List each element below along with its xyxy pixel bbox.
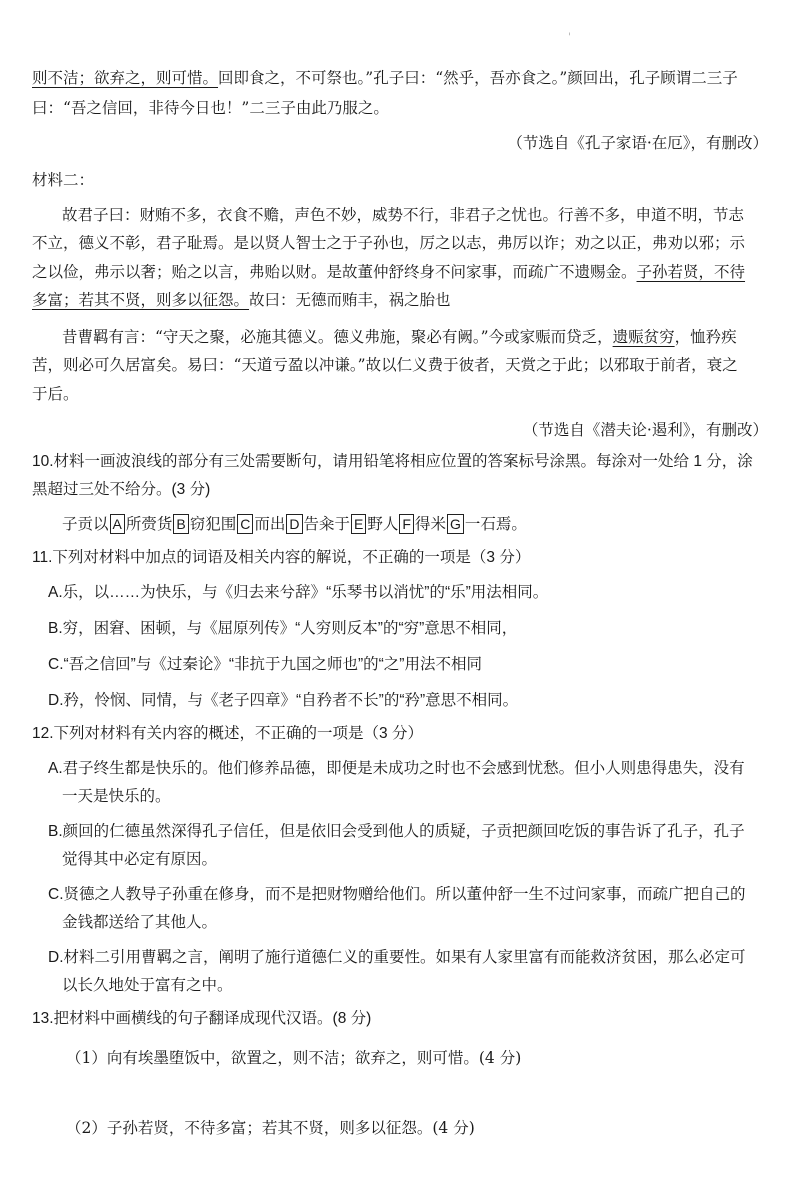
q10-box-e[interactable]: E bbox=[351, 514, 366, 534]
q12-option-b[interactable]: B.颜回的仁德虽然深得孔子信任，但是依旧会受到他人的质疑，子贡把颜回吃饭的事告诉了孔子，孔子 bbox=[48, 823, 745, 840]
q12-option-d-cont: 以长久地处于富有之中。 bbox=[62, 977, 233, 994]
q10-box-d[interactable]: D bbox=[286, 514, 302, 534]
q12-option-d[interactable]: D.材料二引用曹羁之言，阐明了施行道德仁义的重要性。如果有人家里富有而能救济贫困，那么必定可 bbox=[48, 949, 746, 966]
underlined-phrase: 遗赈贫穷 bbox=[612, 328, 675, 346]
q12-option-b-cont: 觉得其中必定有原因。 bbox=[62, 851, 218, 868]
q10-box-a[interactable]: A bbox=[110, 514, 125, 534]
material2-p2-line-1: 昔曹羁有言：“守天之聚，必施其德义。德义弗施，聚必有阙。”今或家赈而贷乏，遗赈贫穷，恤矜疾 bbox=[62, 328, 737, 346]
source-citation-1: （节选自《孔子家语·在厄》，有删改） bbox=[507, 134, 768, 152]
q13-sentence-2: （2）子孙若贤，不待多富；若其不贤，则多以征怨。(4 分) bbox=[66, 1119, 475, 1137]
passage-line-1: 则不洁；欲弃之，则可惜。回即食之，不可祭也。”孔子曰：“然乎，吾亦食之。”颜回出，孔子顾谓二三子 bbox=[32, 69, 738, 87]
q11-option-b[interactable]: B.穷，困窘、困顿，与《屈原列传》“人穷则反本”的“穷”意思不相同， bbox=[48, 620, 518, 637]
material2-p2-line-3: 于后。 bbox=[32, 385, 79, 403]
underlined-sentence-1: 则不洁；欲弃之，则可惜。 bbox=[32, 69, 219, 87]
q10-box-g[interactable]: G bbox=[447, 514, 464, 534]
q10-stem-line-1: 10.材料一画波浪线的部分有三处需要断句，请用铅笔将相应位置的答案标号涂黑。每涂对一处给 1 分，涂 bbox=[32, 453, 753, 470]
q10-sentence: 子贡以 A 所赍货 B 窃犯围 C 而出 D 告籴于 E 野人 F 得米 G 一石焉。 bbox=[62, 515, 527, 533]
q12-option-c[interactable]: C.贤德之人教导子孙重在修身，而不是把财物赠给他们。所以董仲舒一生不过问家事，而疏广把自己的 bbox=[48, 886, 746, 903]
material2-heading: 材料二： bbox=[32, 171, 95, 189]
material2-p1-line-2: 不立，德义不彰，君子耻焉。是以贤人智士之于子孙也，厉之以志，弗厉以诈；劝之以正，弗劝以邪；示 bbox=[32, 234, 746, 252]
q11-option-a[interactable]: A.乐，以……为快乐，与《归去来兮辞》“乐琴书以消忧”的“乐”用法相同。 bbox=[48, 584, 549, 601]
q10-box-f[interactable]: F bbox=[399, 514, 414, 534]
q11-option-c[interactable]: C.“吾之信回”与《过秦论》“非抗于九国之师也”的“之”用法不相同 bbox=[48, 656, 482, 673]
corner-mark: ' bbox=[568, 32, 571, 43]
q10-box-c[interactable]: C bbox=[237, 514, 253, 534]
q12-option-a-cont: 一天是快乐的。 bbox=[62, 788, 171, 805]
underlined-sentence-2b: 多富；若其不贤，则多以征怨。 bbox=[32, 291, 250, 309]
q11-stem: 11.下列对材料中加点的词语及相关内容的解说，不正确的一项是（3 分） bbox=[32, 549, 531, 566]
q11-option-d[interactable]: D.矜，怜悯、同情，与《老子四章》“自矜者不长”的“矜”意思不相同。 bbox=[48, 692, 519, 709]
q12-stem: 12.下列对材料有关内容的概述，不正确的一项是（3 分） bbox=[32, 725, 423, 742]
q12-option-a[interactable]: A.君子终生都是快乐的。他们修养品德，即便是未成功之时也不会感到忧愁。但小人则患得患失，没有 bbox=[48, 760, 745, 777]
material2-p1-line-4: 多富；若其不贤，则多以征怨。故曰：无德而贿丰，祸之胎也 bbox=[32, 291, 451, 309]
q12-option-c-cont: 金钱都送给了其他人。 bbox=[62, 914, 218, 931]
passage-line-2: 曰：“吾之信回，非待今日也！”二三子由此乃服之。 bbox=[32, 99, 389, 117]
q13-sentence-1: （1）向有埃墨堕饭中，欲置之，则不洁；欲弃之，则可惜。(4 分) bbox=[66, 1049, 522, 1067]
underlined-sentence-2a: 子孙若贤，不待 bbox=[636, 263, 746, 281]
source-citation-2: （节选自《潜夫论·遏利》，有删改） bbox=[522, 421, 768, 439]
material2-p2-line-2: 苦，则必可久居富矣。易曰：“天道亏盈以冲谦。”故以仁义费于彼者，天赏之于此；以邪取于前者，衰之 bbox=[32, 356, 738, 374]
q10-box-b[interactable]: B bbox=[173, 514, 188, 534]
q10-stem-line-2: 黑超过三处不给分。(3 分) bbox=[32, 481, 211, 498]
q13-stem: 13.把材料中画横线的句子翻译成现代汉语。(8 分) bbox=[32, 1010, 372, 1027]
material2-p1-line-3: 之以俭，弗示以奢；贻之以言，弗贻以财。是故董仲舒终身不问家事，而疏广不遗赐金。子孙若贤，不待 bbox=[32, 263, 746, 281]
material2-p1-line-1: 故君子曰：财贿不多，衣食不赡，声色不妙，威势不行，非君子之忧也。行善不多，申道不明，节志 bbox=[62, 206, 745, 224]
